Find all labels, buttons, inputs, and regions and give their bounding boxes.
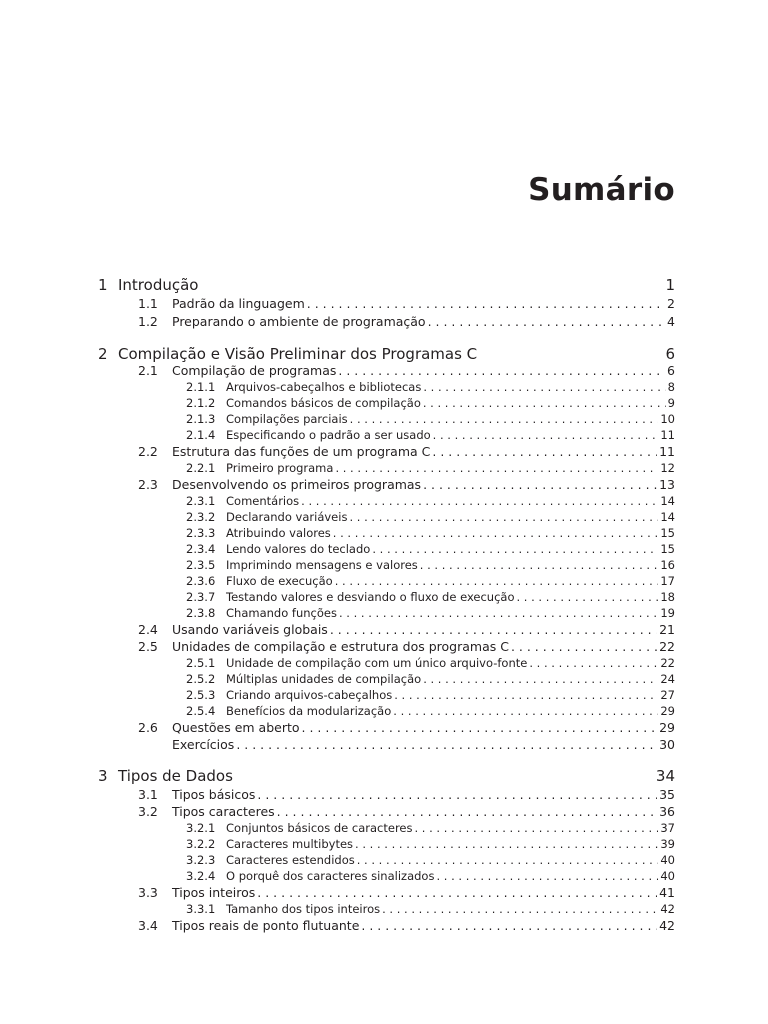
dot-leader (517, 590, 659, 604)
toc-entry (0, 444, 768, 461)
toc-entry-page: 42 (660, 902, 675, 916)
dot-leader (350, 412, 659, 426)
toc-entry-number: 2.1.1 (186, 380, 216, 394)
toc-entry-number: 2.1.2 (186, 396, 216, 410)
toc-entry-title: Tipos reais de ponto flutuante (172, 918, 360, 933)
toc-entry-title: Preparando o ambiente de programação (172, 314, 426, 329)
dot-leader (301, 494, 658, 508)
toc-entry-number: 3.3.1 (186, 902, 216, 916)
toc-entry (0, 396, 768, 413)
toc-entry-number: 2.5.4 (186, 704, 216, 718)
toc-entry (0, 558, 768, 575)
dot-leader (335, 574, 659, 588)
dot-leader (428, 314, 665, 329)
toc-entry-number: 2.1.4 (186, 428, 216, 442)
toc-entry-number: 2.1 (138, 363, 158, 378)
toc-entry (0, 542, 768, 559)
toc-entry-number: 1.1 (138, 296, 158, 311)
toc-entry-page: 34 (655, 767, 675, 785)
toc-entry-page: 12 (660, 461, 675, 475)
toc-entry-page: 15 (660, 542, 675, 556)
toc-entry-title: Exercícios (172, 737, 235, 752)
toc-entry-number: 2.3.5 (186, 558, 216, 572)
toc-entry-number: 2.5.2 (186, 672, 216, 686)
toc-entry-number: 1 (98, 276, 108, 294)
dot-leader (432, 444, 657, 459)
toc-entry-number: 2.5 (138, 639, 158, 654)
toc-entry-page: 4 (667, 314, 675, 329)
toc-entry (0, 672, 768, 689)
dot-leader (372, 542, 658, 556)
toc-entry (0, 902, 768, 919)
toc-entry-page: 22 (659, 639, 675, 654)
toc-entry-title: Introdução (118, 276, 199, 294)
toc-entry (0, 314, 768, 331)
toc-entry (0, 737, 768, 754)
toc-entry-title: Unidades de compilação e estrutura dos programas C (172, 639, 509, 654)
toc-entry-title: Tipos caracteres (172, 804, 275, 819)
toc-entry-page: 22 (660, 656, 675, 670)
toc-entry-page: 19 (660, 606, 675, 620)
toc-entry-number: 2.1.3 (186, 412, 216, 426)
toc-entry (0, 526, 768, 543)
dot-leader (423, 396, 666, 410)
toc-entry (0, 704, 768, 721)
toc-entry-page: 27 (660, 688, 675, 702)
toc-entry-page: 37 (660, 821, 675, 835)
dot-leader (420, 558, 659, 572)
toc-entry-page: 36 (659, 804, 675, 819)
dot-leader (302, 720, 658, 735)
toc-entry-page: 41 (659, 885, 675, 900)
toc-entry (0, 276, 768, 293)
toc-entry-page: 2 (667, 296, 675, 311)
toc-entry-page: 29 (660, 704, 675, 718)
toc-entry-page: 40 (660, 853, 675, 867)
toc-entry (0, 345, 768, 362)
toc-entry (0, 918, 768, 935)
toc-entry-page: 18 (660, 590, 675, 604)
toc-entry (0, 720, 768, 737)
toc-entry (0, 412, 768, 429)
toc-entry-number: 2.3.8 (186, 606, 216, 620)
toc-entry-page: 14 (660, 510, 675, 524)
dot-leader (423, 672, 658, 686)
toc-entry (0, 885, 768, 902)
toc-entry-title: Tipos básicos (172, 787, 256, 802)
dot-leader (257, 885, 657, 900)
toc-entry-title: Arquivos-cabeçalhos e bibliotecas (226, 380, 422, 394)
toc-entry-number: 3.2.1 (186, 821, 216, 835)
toc-entry-title: Lendo valores do teclado (226, 542, 371, 556)
toc-entry (0, 428, 768, 445)
toc-entry (0, 461, 768, 478)
dot-leader (236, 737, 657, 752)
toc-entry-number: 3.2.2 (186, 837, 216, 851)
toc-entry-title: Imprimindo mensagens e valores (226, 558, 418, 572)
toc-entry-title: Estrutura das funções de um programa C (172, 444, 431, 459)
toc-entry-number: 2.3.2 (186, 510, 216, 524)
toc-entry (0, 494, 768, 511)
toc-entry-number: 2.5.1 (186, 656, 216, 670)
toc-entry-page: 16 (660, 558, 675, 572)
toc-entry (0, 380, 768, 397)
toc-entry (0, 477, 768, 494)
toc-entry (0, 363, 768, 380)
toc-entry-number: 3.2 (138, 804, 158, 819)
page-title: Sumário (528, 172, 675, 208)
toc-entry (0, 590, 768, 607)
toc-entry-number: 2.3.3 (186, 526, 216, 540)
dot-leader (333, 526, 659, 540)
toc-entry-number: 2.2 (138, 444, 158, 459)
toc-entry-page: 21 (659, 622, 675, 637)
toc-entry-number: 3.3 (138, 885, 158, 900)
toc-entry-page: 29 (659, 720, 675, 735)
toc-entry-title: Unidade de compilação com um único arquivo-fonte (226, 656, 528, 670)
toc-entry-page: 11 (660, 428, 675, 442)
dot-leader (349, 510, 658, 524)
toc-entry-title: O porquê dos caracteres sinalizados (226, 869, 435, 883)
toc-entry-title: Questões em aberto (172, 720, 300, 735)
toc-entry-title: Declarando variáveis (226, 510, 348, 524)
toc-entry-title: Atribuindo valores (226, 526, 331, 540)
toc-entry (0, 767, 768, 784)
toc-entry-number: 3.2.4 (186, 869, 216, 883)
toc-entry-number: 2.3 (138, 477, 158, 492)
toc-entry-title: Tamanho dos tipos inteiros (226, 902, 381, 916)
toc-entry (0, 837, 768, 854)
toc-entry-page: 13 (659, 477, 675, 492)
toc-entry (0, 622, 768, 639)
toc-entry-title: Compilação e Visão Preliminar dos Programas C (118, 345, 478, 363)
toc-entry-number: 2.3.4 (186, 542, 216, 556)
toc-entry-number: 2.4 (138, 622, 158, 637)
dot-leader (257, 787, 657, 802)
toc-entry-title: Múltiplas unidades de compilação (226, 672, 422, 686)
toc-entry-title: Comandos básicos de compilação (226, 396, 421, 410)
toc-entry-title: Criando arquivos-cabeçalhos (226, 688, 393, 702)
dot-leader (335, 461, 658, 475)
toc-entry-title: Primeiro programa (226, 461, 334, 475)
toc-entry-number: 1.2 (138, 314, 158, 329)
dot-leader (357, 853, 659, 867)
dot-leader (394, 688, 658, 702)
toc-entry-title: Caracteres multibytes (226, 837, 354, 851)
toc-entry-number: 3.4 (138, 918, 158, 933)
toc-entry (0, 804, 768, 821)
toc-entry (0, 510, 768, 527)
toc-entry-page: 24 (660, 672, 675, 686)
dot-leader (393, 704, 658, 718)
toc-entry-page: 40 (660, 869, 675, 883)
toc-entry (0, 688, 768, 705)
toc-entry-title: Usando variáveis globais (172, 622, 328, 637)
toc-entry-page: 6 (665, 345, 675, 363)
toc-entry-page: 11 (659, 444, 675, 459)
toc-entry-number: 3.1 (138, 787, 158, 802)
toc-entry-title: Desenvolvendo os primeiros programas (172, 477, 422, 492)
toc-entry-page: 14 (660, 494, 675, 508)
toc-entry-number: 3 (98, 767, 108, 785)
toc-entry (0, 869, 768, 886)
toc-entry-number: 2.6 (138, 720, 158, 735)
dot-leader (307, 296, 665, 311)
toc-entry-page: 17 (660, 574, 675, 588)
dot-leader (382, 902, 658, 916)
toc-entry-title: Chamando funções (226, 606, 337, 620)
dot-leader (330, 622, 657, 637)
toc-entry (0, 639, 768, 656)
toc-entry-page: 15 (660, 526, 675, 540)
dot-leader (338, 363, 665, 378)
toc-entry-page: 35 (659, 787, 675, 802)
dot-leader (423, 380, 665, 394)
dot-leader (436, 869, 658, 883)
dot-leader (361, 918, 657, 933)
toc-entry-title: Compilação de programas (172, 363, 337, 378)
dot-leader (529, 656, 658, 670)
toc-entry-number: 2.3.7 (186, 590, 216, 604)
toc-entry (0, 606, 768, 623)
toc-entry-page: 42 (659, 918, 675, 933)
dot-leader (423, 477, 657, 492)
toc-entry-number: 2.3.1 (186, 494, 216, 508)
toc-entry (0, 296, 768, 313)
toc-entry-page: 9 (667, 396, 675, 410)
toc-entry-title: Tipos de Dados (118, 767, 233, 785)
toc-entry-title: Caracteres estendidos (226, 853, 355, 867)
toc-entry (0, 574, 768, 591)
toc-entry-title: Especificando o padrão a ser usado (226, 428, 431, 442)
toc-entry (0, 821, 768, 838)
toc-entry-title: Testando valores e desviando o fluxo de execução (226, 590, 515, 604)
toc-entry (0, 853, 768, 870)
toc-entry-title: Compilações parciais (226, 412, 348, 426)
toc-entry-title: Fluxo de execução (226, 574, 333, 588)
dot-leader (511, 639, 657, 654)
toc-entry-number: 2.5.3 (186, 688, 216, 702)
dot-leader (355, 837, 658, 851)
toc-entry (0, 656, 768, 673)
toc-entry-page: 10 (660, 412, 675, 426)
toc-entry-title: Padrão da linguagem (172, 296, 305, 311)
toc-entry (0, 787, 768, 804)
dot-leader (414, 821, 658, 835)
dot-leader (277, 804, 657, 819)
toc-entry-page: 1 (665, 276, 675, 294)
toc-entry-number: 2.2.1 (186, 461, 216, 475)
toc-entry-page: 8 (667, 380, 675, 394)
toc-entry-page: 30 (659, 737, 675, 752)
toc-entry-title: Tipos inteiros (172, 885, 256, 900)
toc-entry-page: 39 (660, 837, 675, 851)
toc-entry-number: 2.3.6 (186, 574, 216, 588)
toc-entry-title: Comentários (226, 494, 300, 508)
dot-leader (433, 428, 659, 442)
dot-leader (339, 606, 658, 620)
toc-entry-title: Conjuntos básicos de caracteres (226, 821, 413, 835)
toc-entry-number: 2 (98, 345, 108, 363)
toc-entry-title: Benefícios da modularização (226, 704, 392, 718)
toc-entry-number: 3.2.3 (186, 853, 216, 867)
toc-entry-page: 6 (667, 363, 675, 378)
